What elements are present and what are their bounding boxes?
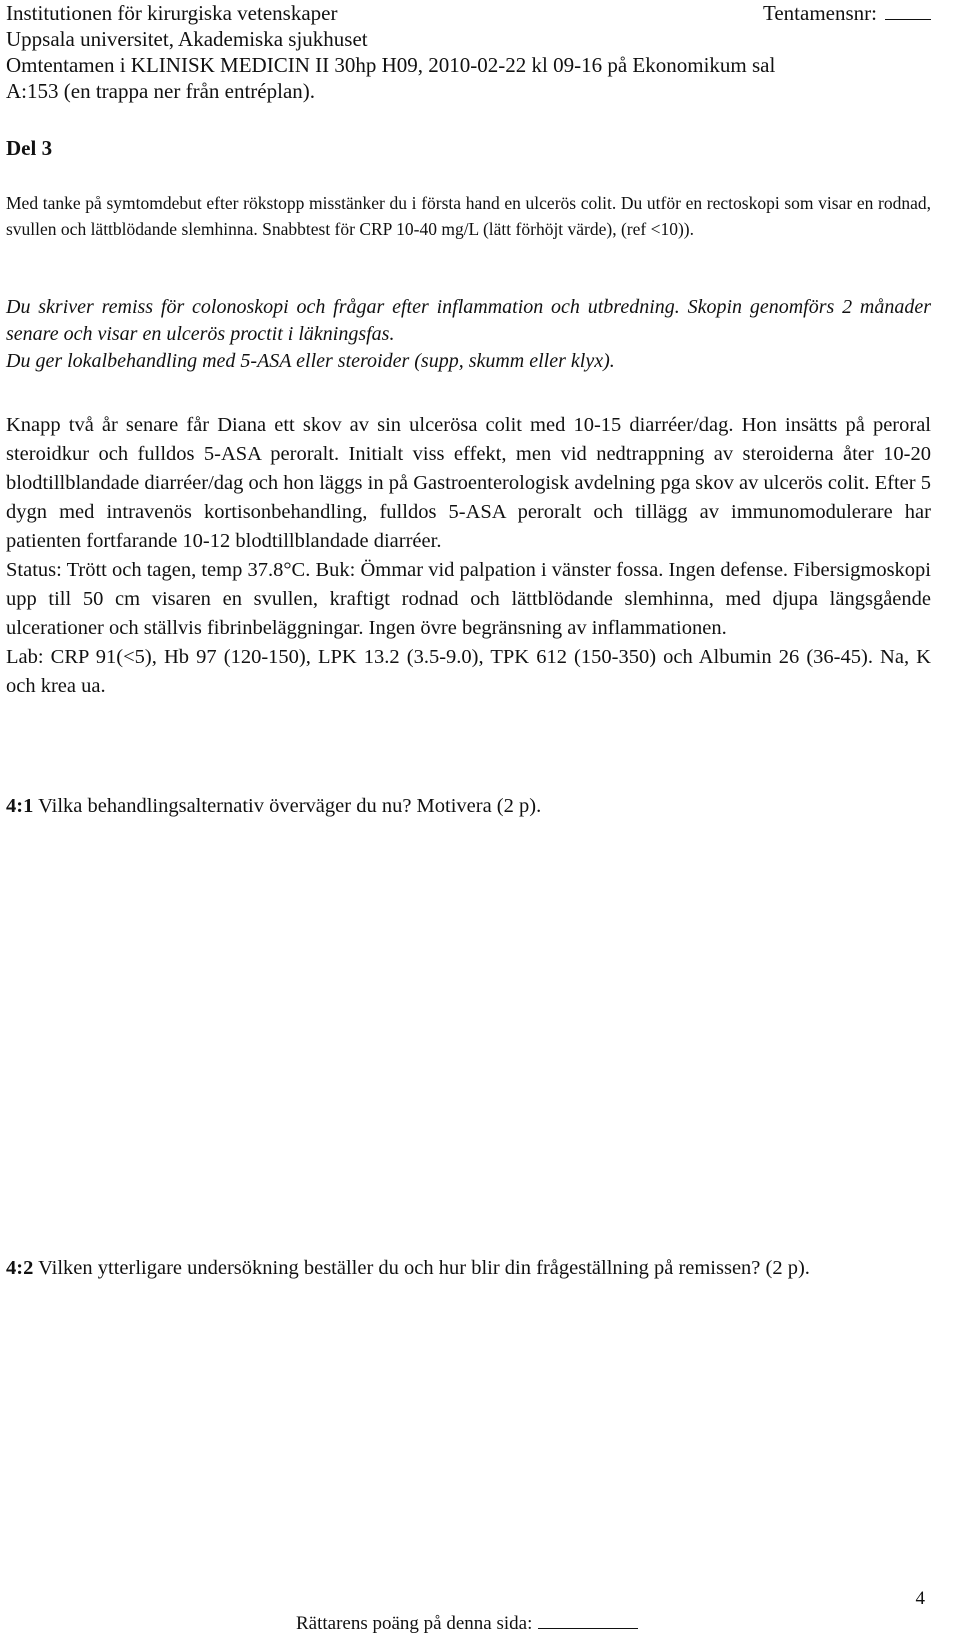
page-footer [296, 1612, 638, 1635]
question-4-2 [6, 1254, 931, 1283]
case-description [6, 411, 931, 701]
italic-paragraph-2: Du ger lokalbehandling med 5-ASA eller steroider (supp, skumm eller klyx). [6, 350, 615, 372]
exam-number-label: Tentamensnr: [763, 1, 877, 25]
case-paragraph-status: Status: Trött och tagen, temp 37.8°C. Buk: Ömmar vid palpation i vänster fossa. Ingen defense. Fibersigmoskopi upp till 50 cm visaren en svullen, kraftigt rodnad och lättblödande slemhinna, med djupa längsgående ulcerationer och ställvis fibrinbeläggningar. Ingen övre begränsning av inflammationen. [6, 559, 931, 639]
page-number: 4 [915, 1588, 925, 1609]
score-label: Rättarens poäng på denna sida: [296, 1613, 533, 1634]
question-text: Vilken ytterligare undersökning beställer du och hur blir din frågeställning på remissen? (2 p). [33, 1257, 810, 1279]
case-paragraph-history: Knapp två år senare får Diana ett skov av sin ulcerösa colit med 10-15 diarréer/dag. Hon insätts på peroral steroidkur och fulldos 5-ASA peroralt. Initialt viss effekt, men vid nedtrappning av steroiderna åter 10-20 blodtillblandade diarréer/dag och hon läggs in på Gastroenterologisk avdelning pga skov av ulcerös colit. Efter 5 dygn med intravenös kortisonbehandling, fulldos 5-ASA peroralt och tillägg av immunomodulerare har patienten fortfarande 10-12 blodtillblandade diarréer. [6, 414, 931, 552]
institution-name: Institutionen för kirurgiska vetenskaper [6, 1, 338, 25]
section-title: Del 3 [6, 136, 53, 160]
question-text: Vilka behandlingsalternativ överväger du nu? Motivera (2 p). [33, 795, 542, 817]
italic-paragraph-1: Du skriver remiss för colonoskopi och frågar efter inflammation och utbredning. Skopin genomförs 2 månader senare och visar en ulcerös proctit i läkningsfas. [6, 296, 931, 345]
exam-number-field [763, 0, 931, 26]
italic-case-block [6, 294, 931, 375]
case-paragraph-lab: Lab: CRP 91(<5), Hb 97 (120-150), LPK 13.2 (3.5-9.0), TPK 612 (150-350) och Albumin 26 (36-45). Na, K och krea ua. [6, 646, 931, 697]
question-number: 4:2 [6, 1257, 34, 1279]
score-blank [538, 1612, 638, 1629]
exam-info-line-1: Omtentamen i KLINISK MEDICIN II 30hp H09, 2010-02-22 kl 09-16 på Ekonomikum sal [6, 53, 776, 77]
exam-number-blank [885, 0, 931, 20]
page-header [6, 0, 931, 104]
question-number: 4:1 [6, 795, 34, 817]
university-name: Uppsala universitet, Akademiska sjukhuset [6, 27, 368, 51]
intro-paragraph: Med tanke på symtomdebut efter rökstopp misstänker du i första hand en ulcerös colit. Du utför en rectoskopi som visar en rodnad, svullen och lättblödande slemhinna. Snabbtest för CRP 10-40 mg/L (lätt förhöjt värde), (ref <10)). [6, 193, 931, 239]
exam-info-line-2: A:153 (en trappa ner från entréplan). [6, 79, 316, 103]
question-4-1 [6, 792, 931, 821]
